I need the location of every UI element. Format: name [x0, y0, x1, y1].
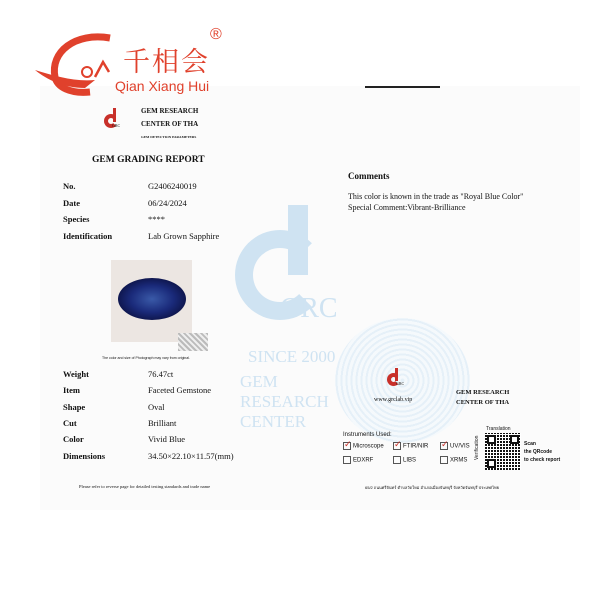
comments-line2: Special Comment:Vibrant-Brilliance [348, 203, 466, 212]
field-label: Species [63, 214, 90, 224]
field-value: Brilliant [148, 418, 177, 428]
field-label: No. [63, 181, 76, 191]
field-value: 34.50×22.10×11.57(mm) [148, 451, 234, 461]
divider-line [365, 86, 440, 88]
report-footer: Please refer to reverse page for detailed testing standards and trade name [79, 484, 211, 489]
field-label: Cut [63, 418, 77, 428]
qr-verification-label: Verification [474, 435, 480, 460]
comments-line1: This color is known in the trade as "Royal Blue Color" [348, 192, 524, 201]
qr-text: to check report [524, 457, 561, 463]
gem-photo [111, 260, 192, 342]
instrument-libs: LIBS [393, 456, 416, 464]
report-title: GEM GRADING REPORT [92, 155, 205, 165]
field-value: 06/24/2024 [148, 198, 187, 208]
field-value: Lab Grown Sapphire [148, 231, 220, 241]
instrument-uvvis: ✓ UV/VIS [440, 442, 470, 450]
instrument-microscope: ✓Microscope [343, 442, 384, 450]
instrument-xrms: XRMS [440, 456, 467, 464]
field-value: Faceted Gemstone [148, 385, 212, 395]
checkbox-empty-icon [343, 456, 351, 464]
field-value: Vivid Blue [148, 434, 186, 444]
comments-title: Comments [348, 171, 390, 181]
field-label: Dimensions [63, 451, 106, 461]
checkbox-empty-icon [440, 456, 448, 464]
checkbox-checked-icon [393, 442, 401, 450]
brand-name: Qian Xiang Hui [115, 78, 210, 94]
checkbox-checked-icon [440, 442, 448, 450]
lab-name-line2-right: CENTER OF THA [456, 399, 510, 406]
photo-caption: The color and size of Photograph may vary from original. [102, 356, 190, 360]
lab-subtitle: GEM DETECTION PARAMETERS [141, 135, 197, 139]
watermark: GRC SINCE 2000 [230, 205, 370, 375]
field-label: Date [63, 198, 80, 208]
field-value: 76.47ct [148, 369, 174, 379]
lab-name-line1-right: GEM RESEARCH [456, 389, 510, 396]
checkbox-checked-icon [343, 442, 351, 450]
instruments-title: Instruments Used: [343, 432, 392, 438]
field-label: Weight [63, 369, 89, 379]
qr-translation-label: Translation [486, 426, 511, 432]
field-label: Color [63, 434, 84, 444]
wave-logo-icon [35, 32, 125, 102]
qr-text: Scan [524, 441, 536, 447]
lab-name-line2: CENTER OF THA [141, 120, 199, 128]
lab-name-line1: GEM RESEARCH [141, 107, 199, 115]
lab-address: 65/2 ถนนศรีจันทร์ ตำบลวัดใหม่ อำเภอเมืองจันทบุรี จังหวัดจันทบุรี ประเทศไทย [365, 485, 500, 490]
watermark-text: GEM RESEARCH CENTER [240, 372, 329, 431]
brand-logo [35, 26, 235, 102]
brand-chinese: 千相会 [123, 47, 210, 78]
lab-website: www.grclab.vip [374, 397, 413, 403]
field-label: Item [63, 385, 80, 395]
grc-seal-logo: GRC [387, 368, 407, 390]
grc-logo: GRC [104, 108, 126, 132]
qr-text: the QRcode [524, 449, 553, 455]
field-value: G2406240019 [148, 181, 197, 191]
checkbox-empty-icon [393, 456, 401, 464]
hologram-sticker [178, 333, 208, 351]
field-value: Oval [148, 402, 165, 412]
registered-mark: ® [210, 26, 222, 43]
qr-code-icon[interactable] [485, 433, 521, 470]
field-value: **** [148, 214, 165, 224]
field-label: Identification [63, 231, 113, 241]
field-label: Shape [63, 402, 86, 412]
instrument-edxrf: EDXRF [343, 456, 373, 464]
instrument-ftir: ✓ FTIR/NIR [393, 442, 428, 450]
